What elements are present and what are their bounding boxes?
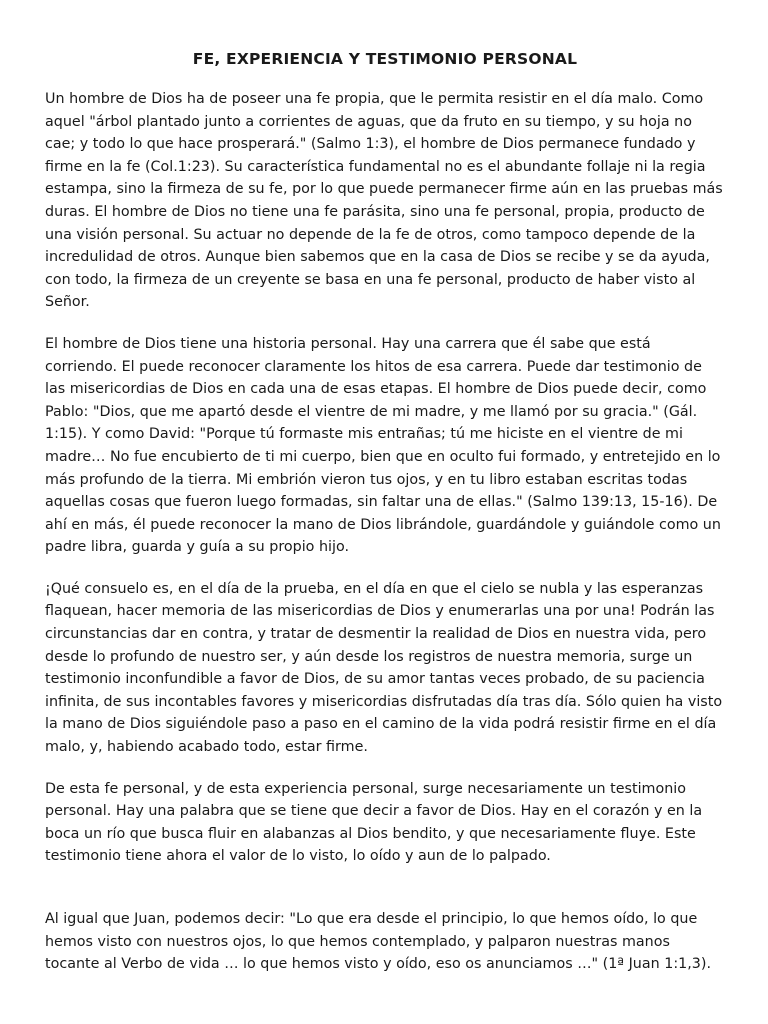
document-title: FE, EXPERIENCIA Y TESTIMONIO PERSONAL [192, 50, 578, 68]
paragraph-testimonio-personal: De esta fe personal, y de esta experiencia personal, surge necesariamente un testimonio personal. Hay una palabra que se tiene que decir a favor de Dios. Hay en el corazón y en la boca un río que busca fluir en alabanzas al Dios bendito, y que necesariamente fluye. Este testimonio tiene ahora el valor de lo visto, lo oído y aun de lo palpado. [45, 780, 703, 865]
document-page [45, 48, 725, 995]
paragraph-consuelo: ¡Qué consuelo es, en el día de la prueba, en el día en que el cielo se nubla y las esperanzas flaquean, hacer memoria de las misericordias de Dios y enumerarlas una por una! Podrán las circunstancias dar en contra, y tratar de desmentir la realidad de Dios en nuestra vida, pero desde lo profundo de nuestro ser, y aún desde los registros de nuestra memoria, surge un testimonio inconfundible a favor de Dios, de su amor tantas veces probado, de su paciencia infinita, de sus incontables favores y misericordias disfrutadas día tras día. Sólo quien ha visto la mano de Dios siguiéndole paso a paso en el camino de la vida podrá resistir firme en el día malo, y, habiendo acabado todo, estar firme. [45, 580, 723, 756]
paragraph-historia-personal: El hombre de Dios tiene una historia personal. Hay una carrera que él sabe que está corriendo. El puede reconocer claramente los hitos de esa carrera. Puede dar testimonio de las misericordias de Dios en cada una de esas etapas. El hombre de Dios puede decir, como Pablo: "Dios, que me apartó desde el vientre de mi madre, y me llamó por su gracia." (Gál. 1:15). Y como David: "Porque tú formaste mis entrañas; tú me hiciste en el vientre de mi madre… No fue encubierto de ti mi cuerpo, bien que en oculto fui formado, y entretejido en lo más profundo de la tierra. Mi embrión vieron tus ojos, y en tu libro estaban escritas todas aquellas cosas que fueron luego formadas, sin faltar una de ellas." (Salmo 139:13, 15-16). De ahí en más, él puede reconocer la mano de Dios librándole, guardándole y guiándole como un padre libra, guarda y guía a su propio hijo. [45, 335, 721, 556]
paragraph-juan: Al igual que Juan, podemos decir: "Lo que era desde el principio, lo que hemos oído, lo que hemos visto con nuestros ojos, lo que hemos contemplado, y palparon nuestras manos tocante al Verbo de vida … lo que hemos visto y oído, eso os anunciamos …" (1ª Juan 1:1,3). [45, 911, 711, 973]
paragraph-fe-propia: Un hombre de Dios ha de poseer una fe propia, que le permita resistir en el día malo. Como aquel "árbol plantado junto a corrientes de aguas, que da fruto en su tiempo, y su hoja no cae; y todo lo que hace prosperará." (Salmo 1:3), el hombre de Dios permanece fundado y firme en la fe (Col.1:23). Su característica fundamental no es el abundante follaje ni la regia estampa, sino la firmeza de su fe, por lo que puede permanecer firme aún en las pruebas más duras. El hombre de Dios no tiene una fe parásita, sino una fe personal, propia, producto de una visión personal. Su actuar no depende de la fe de otros, como tampoco depende de la incredulidad de otros. Aunque bien sabemos que en la casa de Dios se recibe y se da ayuda, con todo, la firmeza de un creyente se basa en una fe personal, producto de haber visto al Señor. [45, 91, 723, 311]
